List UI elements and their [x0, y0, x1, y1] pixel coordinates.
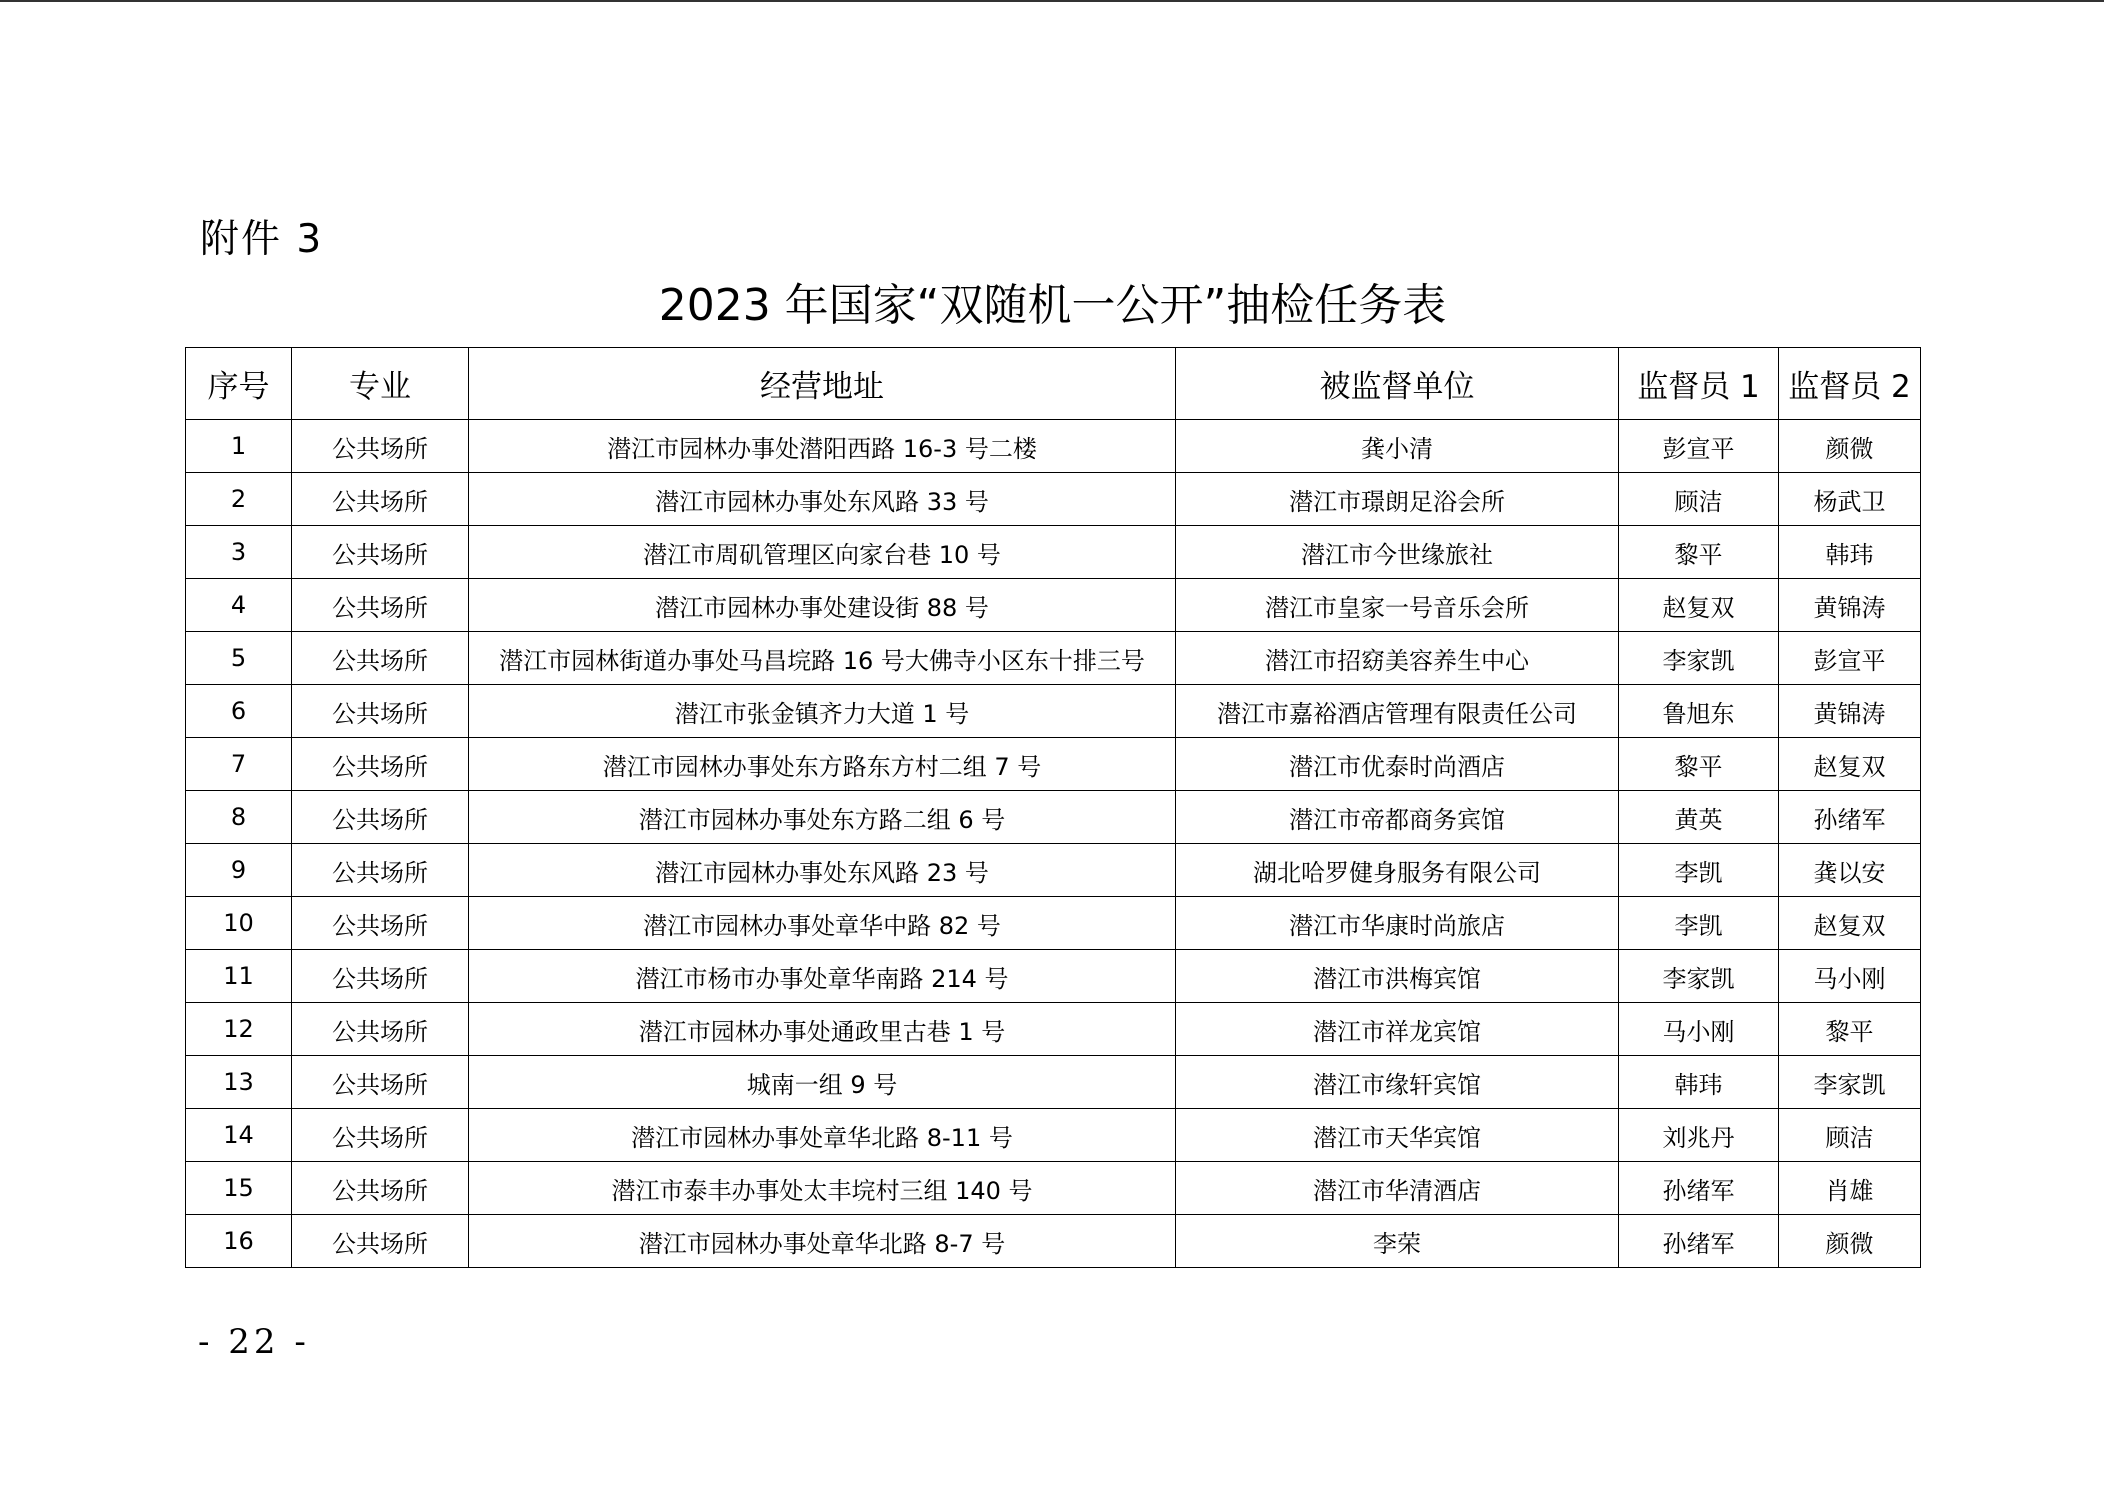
cell-category: 公共场所	[292, 1215, 469, 1268]
table-row	[186, 950, 1921, 1003]
table-row	[186, 579, 1921, 632]
cell-supervisor-1: 赵复双	[1619, 579, 1779, 632]
cell-supervisor-1: 黎平	[1619, 526, 1779, 579]
cell-unit: 潜江市帝都商务宾馆	[1176, 791, 1619, 844]
cell-address: 潜江市园林办事处章华北路 8-11 号	[469, 1109, 1176, 1162]
cell-category: 公共场所	[292, 1109, 469, 1162]
cell-supervisor-1: 刘兆丹	[1619, 1109, 1779, 1162]
task-table	[185, 347, 1921, 1268]
cell-index: 1	[186, 420, 292, 473]
cell-index: 14	[186, 1109, 292, 1162]
cell-unit: 潜江市招窈美容养生中心	[1176, 632, 1619, 685]
cell-category: 公共场所	[292, 897, 469, 950]
cell-index: 15	[186, 1162, 292, 1215]
cell-unit: 龚小清	[1176, 420, 1619, 473]
cell-address: 潜江市园林办事处潜阳西路 16-3 号二楼	[469, 420, 1176, 473]
cell-supervisor-1: 李凯	[1619, 844, 1779, 897]
cell-supervisor-2: 杨武卫	[1779, 473, 1921, 526]
cell-supervisor-1: 顾洁	[1619, 473, 1779, 526]
cell-category: 公共场所	[292, 791, 469, 844]
cell-supervisor-2: 黄锦涛	[1779, 685, 1921, 738]
cell-unit: 潜江市嘉裕酒店管理有限责任公司	[1176, 685, 1619, 738]
cell-supervisor-1: 李凯	[1619, 897, 1779, 950]
cell-index: 2	[186, 473, 292, 526]
cell-unit: 潜江市洪梅宾馆	[1176, 950, 1619, 1003]
cell-supervisor-2: 赵复双	[1779, 897, 1921, 950]
cell-supervisor-2: 颜微	[1779, 420, 1921, 473]
top-border-line	[0, 0, 2104, 2]
cell-unit: 潜江市皇家一号音乐会所	[1176, 579, 1619, 632]
cell-unit: 潜江市璟朗足浴会所	[1176, 473, 1619, 526]
table-row	[186, 1215, 1921, 1268]
table-row	[186, 844, 1921, 897]
cell-supervisor-1: 彭宣平	[1619, 420, 1779, 473]
cell-index: 9	[186, 844, 292, 897]
table-row	[186, 420, 1921, 473]
cell-unit: 湖北哈罗健身服务有限公司	[1176, 844, 1619, 897]
cell-address: 城南一组 9 号	[469, 1056, 1176, 1109]
cell-category: 公共场所	[292, 526, 469, 579]
cell-supervisor-2: 龚以安	[1779, 844, 1921, 897]
page-number: - 22 -	[198, 1322, 310, 1362]
cell-supervisor-1: 李家凯	[1619, 950, 1779, 1003]
cell-supervisor-2: 赵复双	[1779, 738, 1921, 791]
cell-supervisor-2: 孙绪军	[1779, 791, 1921, 844]
cell-address: 潜江市园林办事处东风路 23 号	[469, 844, 1176, 897]
cell-supervisor-2: 韩玮	[1779, 526, 1921, 579]
cell-supervisor-2: 彭宣平	[1779, 632, 1921, 685]
cell-unit: 李荣	[1176, 1215, 1619, 1268]
cell-category: 公共场所	[292, 420, 469, 473]
cell-index: 10	[186, 897, 292, 950]
cell-address: 潜江市园林办事处章华中路 82 号	[469, 897, 1176, 950]
table-row	[186, 897, 1921, 950]
cell-address: 潜江市张金镇齐力大道 1 号	[469, 685, 1176, 738]
cell-supervisor-1: 黎平	[1619, 738, 1779, 791]
table-row	[186, 473, 1921, 526]
cell-supervisor-1: 李家凯	[1619, 632, 1779, 685]
cell-category: 公共场所	[292, 950, 469, 1003]
cell-address: 潜江市杨市办事处章华南路 214 号	[469, 950, 1176, 1003]
cell-supervisor-2: 李家凯	[1779, 1056, 1921, 1109]
table-row	[186, 526, 1921, 579]
cell-index: 12	[186, 1003, 292, 1056]
header-unit: 被监督单位	[1176, 348, 1619, 420]
cell-unit: 潜江市优泰时尚酒店	[1176, 738, 1619, 791]
cell-address: 潜江市园林办事处东方路东方村二组 7 号	[469, 738, 1176, 791]
cell-supervisor-1: 孙绪军	[1619, 1162, 1779, 1215]
cell-address: 潜江市园林办事处章华北路 8-7 号	[469, 1215, 1176, 1268]
cell-category: 公共场所	[292, 473, 469, 526]
cell-supervisor-2: 颜微	[1779, 1215, 1921, 1268]
cell-unit: 潜江市缘轩宾馆	[1176, 1056, 1619, 1109]
cell-index: 13	[186, 1056, 292, 1109]
cell-address: 潜江市园林办事处东风路 33 号	[469, 473, 1176, 526]
header-supervisor-2: 监督员 2	[1779, 348, 1921, 420]
cell-category: 公共场所	[292, 1056, 469, 1109]
header-address: 经营地址	[469, 348, 1176, 420]
document-title: 2023 年国家“双随机一公开”抽检任务表	[658, 280, 1447, 331]
cell-index: 16	[186, 1215, 292, 1268]
cell-index: 4	[186, 579, 292, 632]
table-row	[186, 1056, 1921, 1109]
cell-category: 公共场所	[292, 1162, 469, 1215]
table-row	[186, 1162, 1921, 1215]
table-header-row	[186, 348, 1921, 420]
table-row	[186, 791, 1921, 844]
cell-unit: 潜江市祥龙宾馆	[1176, 1003, 1619, 1056]
cell-category: 公共场所	[292, 1003, 469, 1056]
cell-address: 潜江市园林办事处建设街 88 号	[469, 579, 1176, 632]
cell-unit: 潜江市华清酒店	[1176, 1162, 1619, 1215]
cell-supervisor-1: 韩玮	[1619, 1056, 1779, 1109]
cell-supervisor-2: 黄锦涛	[1779, 579, 1921, 632]
header-supervisor-1: 监督员 1	[1619, 348, 1779, 420]
cell-supervisor-1: 马小刚	[1619, 1003, 1779, 1056]
table-row	[186, 1003, 1921, 1056]
cell-address: 潜江市周矶管理区向家台巷 10 号	[469, 526, 1176, 579]
cell-supervisor-1: 黄英	[1619, 791, 1779, 844]
table-row	[186, 1109, 1921, 1162]
cell-supervisor-2: 黎平	[1779, 1003, 1921, 1056]
header-index: 序号	[186, 348, 292, 420]
cell-category: 公共场所	[292, 738, 469, 791]
cell-address: 潜江市泰丰办事处太丰垸村三组 140 号	[469, 1162, 1176, 1215]
cell-index: 8	[186, 791, 292, 844]
cell-unit: 潜江市华康时尚旅店	[1176, 897, 1619, 950]
cell-address: 潜江市园林办事处通政里古巷 1 号	[469, 1003, 1176, 1056]
cell-address: 潜江市园林办事处东方路二组 6 号	[469, 791, 1176, 844]
cell-category: 公共场所	[292, 844, 469, 897]
cell-supervisor-2: 顾洁	[1779, 1109, 1921, 1162]
cell-supervisor-2: 肖雄	[1779, 1162, 1921, 1215]
cell-category: 公共场所	[292, 579, 469, 632]
table-body	[186, 420, 1921, 1268]
cell-index: 11	[186, 950, 292, 1003]
cell-index: 6	[186, 685, 292, 738]
header-category: 专业	[292, 348, 469, 420]
attachment-label: 附件 3	[200, 217, 324, 262]
cell-index: 3	[186, 526, 292, 579]
cell-category: 公共场所	[292, 632, 469, 685]
cell-index: 5	[186, 632, 292, 685]
table-row	[186, 685, 1921, 738]
cell-unit: 潜江市今世缘旅社	[1176, 526, 1619, 579]
cell-supervisor-1: 孙绪军	[1619, 1215, 1779, 1268]
table-row	[186, 632, 1921, 685]
cell-supervisor-1: 鲁旭东	[1619, 685, 1779, 738]
cell-unit: 潜江市天华宾馆	[1176, 1109, 1619, 1162]
cell-category: 公共场所	[292, 685, 469, 738]
cell-address: 潜江市园林街道办事处马昌垸路 16 号大佛寺小区东十排三号	[469, 632, 1176, 685]
cell-supervisor-2: 马小刚	[1779, 950, 1921, 1003]
table-row	[186, 738, 1921, 791]
cell-index: 7	[186, 738, 292, 791]
